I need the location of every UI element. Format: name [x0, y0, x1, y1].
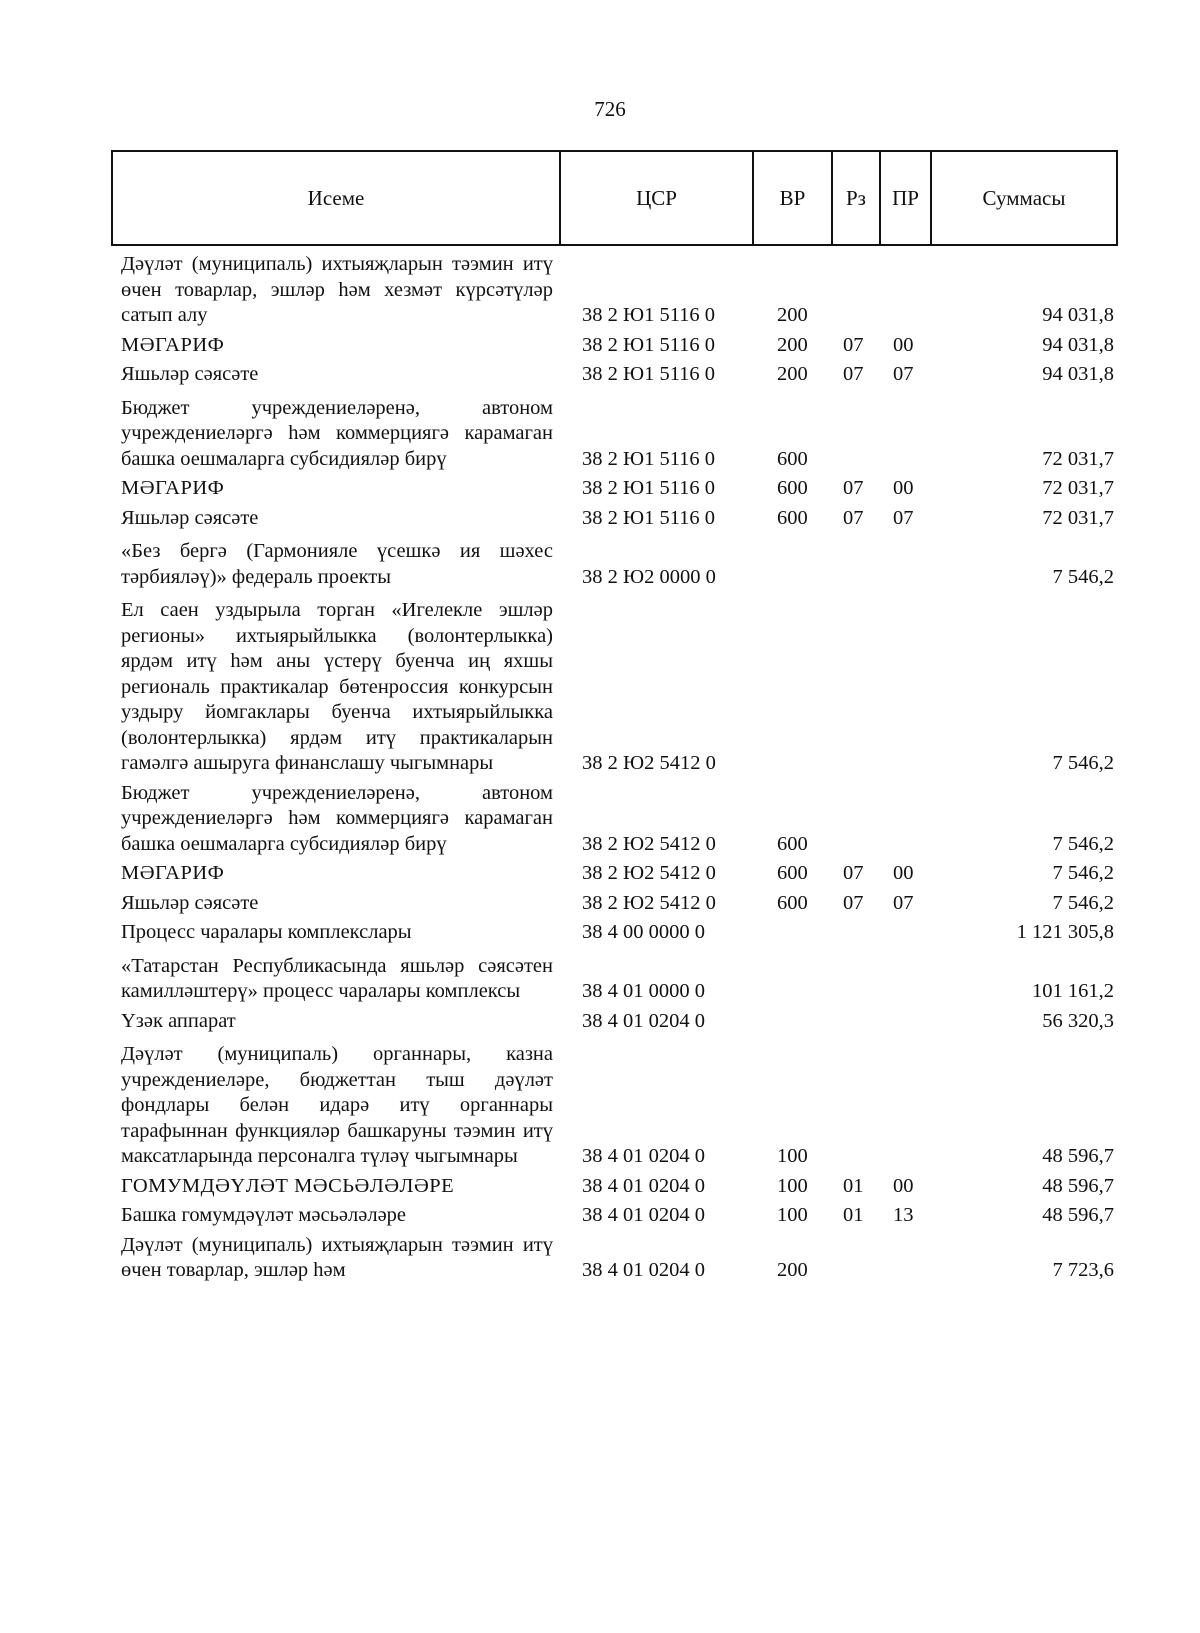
table-row [0, 1009, 1200, 1035]
header-sum: Суммасы [982, 185, 1066, 210]
row-name: МӘГАРИФ [121, 477, 225, 499]
table-row [0, 333, 1200, 359]
row-sum: 72 031,7 [1042, 447, 1114, 470]
header-name: Исеме [113, 152, 561, 244]
table-row [0, 954, 1200, 1005]
row-sum: 48 596,7 [1042, 1145, 1114, 1167]
row-rz: 01 [843, 1174, 864, 1197]
row-vr: 600 [777, 862, 808, 884]
header-csr: ЦСР [561, 152, 754, 244]
row-csr: 38 2 Ю1 5116 0 [582, 506, 716, 529]
row-vr: 100 [777, 1204, 808, 1226]
row-rz: 07 [843, 891, 864, 914]
header-rz: Рз [833, 152, 881, 244]
row-vr: 200 [777, 1259, 808, 1281]
row-sum: 48 596,7 [1042, 1204, 1114, 1226]
row-vr: 200 [777, 304, 808, 326]
table-row [0, 252, 1200, 329]
row-pr: 07 [893, 891, 914, 914]
row-name: МӘГАРИФ [121, 333, 225, 356]
row-csr: 38 2 Ю1 5116 0 [582, 304, 716, 326]
row-vr: 200 [777, 363, 808, 385]
row-name: «Без бергә (Гармонияле үсешкә ия шәхес тәрбияләү)» федераль проекты [121, 540, 553, 588]
row-name: Үзәк аппарат [121, 1009, 236, 1032]
row-name: ГОМУМДӘҮЛӘТ МӘСЬӘЛӘЛӘРЕ [121, 1174, 455, 1197]
row-csr: 38 4 01 0204 0 [582, 1174, 705, 1197]
table-row [0, 861, 1200, 887]
table-row [0, 506, 1200, 532]
row-csr: 38 2 Ю2 0000 0 [582, 565, 716, 588]
row-csr: 38 2 Ю2 5412 0 [582, 752, 716, 774]
row-sum: 7 546,2 [1052, 832, 1114, 855]
row-name: Процесс чаралары комплекслары [121, 921, 412, 943]
header-vr: ВР [754, 152, 833, 244]
row-sum: 72 031,7 [1042, 506, 1114, 529]
table-body [0, 252, 1200, 1288]
row-sum: 7 546,2 [1052, 565, 1114, 588]
table-row [0, 1233, 1200, 1284]
page-number: 726 [594, 97, 626, 121]
row-name: Яшьләр сәясәте [121, 506, 259, 529]
row-pr: 07 [893, 506, 914, 529]
row-sum: 1 121 305,8 [1016, 921, 1114, 943]
row-sum: 7 546,2 [1052, 752, 1114, 774]
row-csr: 38 2 Ю1 5116 0 [582, 477, 716, 499]
row-name: Бюджет учреждениеләренә, автоном учреждениеләргә һәм коммерциягә карамаган башка оешмаларга субсидияләр бирү [121, 396, 553, 470]
row-name: «Татарстан Республикасында яшьләр сәясәтен камилләштерү» процесс чаралары комплексы [121, 954, 553, 1002]
row-name: Дәүләт (муниципаль) органнары, казна учреждениеләре, бюджеттан тыш дәүләт фондлары белән идарә итү органнары тарафыннан функцияләр башкаруны тәэмин итү максатларында персоналга түләү чыгымнары [121, 1043, 553, 1167]
table-header [111, 150, 1118, 246]
row-name: Дәүләт (муниципаль) ихтыяҗларын тәэмин итү өчен товарлар, эшләр һәм [121, 1233, 553, 1281]
row-name: Яшьләр сәясәте [121, 363, 259, 385]
row-name: Ел саен уздырыла торган «Игелекле эшләр регионы» ихтыярыйлыкка (волонтерлыкка) ярдәм итү һәм аны үстерү буенча иң яхшы региональ практикалар бөтенроссия конкурсын уздыру йомгаклары буенча ихтыярыйлыкка (волонтерлыкка) ярдәм итү практикаларын гамәлгә ашыруга финанслашу чыгымнары [121, 599, 553, 774]
table-row [0, 891, 1200, 917]
row-name: Яшьләр сәясәте [121, 891, 259, 914]
row-sum: 94 031,8 [1042, 304, 1114, 326]
row-csr: 38 4 01 0204 0 [582, 1259, 705, 1281]
table-row [0, 598, 1200, 777]
row-vr: 200 [777, 333, 808, 356]
row-name: Башка гомумдәүләт мәсьәләләре [121, 1204, 407, 1226]
row-vr: 100 [777, 1145, 808, 1167]
row-pr: 00 [893, 333, 914, 356]
row-csr: 38 2 Ю2 5412 0 [582, 891, 716, 914]
row-sum: 56 320,3 [1042, 1009, 1114, 1032]
row-csr: 38 2 Ю2 5412 0 [582, 862, 716, 884]
row-sum: 94 031,8 [1042, 333, 1114, 356]
table-row [0, 1203, 1200, 1229]
row-vr: 600 [777, 447, 808, 470]
row-pr: 00 [893, 1174, 914, 1197]
row-sum: 7 723,6 [1052, 1259, 1114, 1281]
row-rz: 07 [843, 506, 864, 529]
row-rz: 07 [843, 477, 864, 499]
row-pr: 00 [893, 477, 914, 499]
row-csr: 38 2 Ю1 5116 0 [582, 333, 716, 356]
row-rz: 07 [843, 862, 864, 884]
table-row [0, 476, 1200, 502]
row-rz: 07 [843, 363, 864, 385]
row-name: Бюджет учреждениеләренә, автоном учреждениеләргә һәм коммерциягә карамаган башка оешмаларга субсидияләр бирү [121, 781, 553, 855]
row-vr: 600 [777, 477, 808, 499]
table-row [0, 1174, 1200, 1200]
row-vr: 600 [777, 506, 808, 529]
row-vr: 600 [777, 891, 808, 914]
row-csr: 38 4 01 0204 0 [582, 1204, 705, 1226]
row-csr: 38 4 00 0000 0 [582, 921, 705, 943]
row-csr: 38 2 Ю1 5116 0 [582, 363, 716, 385]
row-pr: 07 [893, 363, 914, 385]
row-rz: 07 [843, 333, 864, 356]
row-pr: 13 [893, 1204, 914, 1226]
table-row [0, 396, 1200, 473]
header-pr: ПР [881, 152, 932, 244]
row-rz: 01 [843, 1204, 864, 1226]
row-sum: 7 546,2 [1052, 891, 1114, 914]
row-csr: 38 4 01 0204 0 [582, 1009, 705, 1032]
row-name: МӘГАРИФ [121, 862, 225, 884]
table-row [0, 920, 1200, 946]
table-row [0, 539, 1200, 590]
row-sum: 48 596,7 [1042, 1174, 1114, 1197]
row-csr: 38 2 Ю1 5116 0 [582, 447, 716, 470]
table-row [0, 362, 1200, 388]
row-name: Дәүләт (муниципаль) ихтыяҗларын тәэмин итү өчен товарлар, эшләр һәм хезмәт күрсәтүләр сатып алу [121, 253, 553, 326]
table-row [0, 781, 1200, 858]
row-sum: 94 031,8 [1042, 363, 1114, 385]
row-csr: 38 4 01 0000 0 [582, 980, 705, 1002]
row-vr: 100 [777, 1174, 808, 1197]
row-sum: 7 546,2 [1052, 862, 1114, 884]
row-csr: 38 2 Ю2 5412 0 [582, 832, 716, 855]
row-csr: 38 4 01 0204 0 [582, 1145, 705, 1167]
row-pr: 00 [893, 862, 914, 884]
row-sum: 72 031,7 [1042, 477, 1114, 499]
row-vr: 600 [777, 832, 808, 855]
table-row [0, 1042, 1200, 1170]
row-sum: 101 161,2 [1032, 980, 1114, 1002]
